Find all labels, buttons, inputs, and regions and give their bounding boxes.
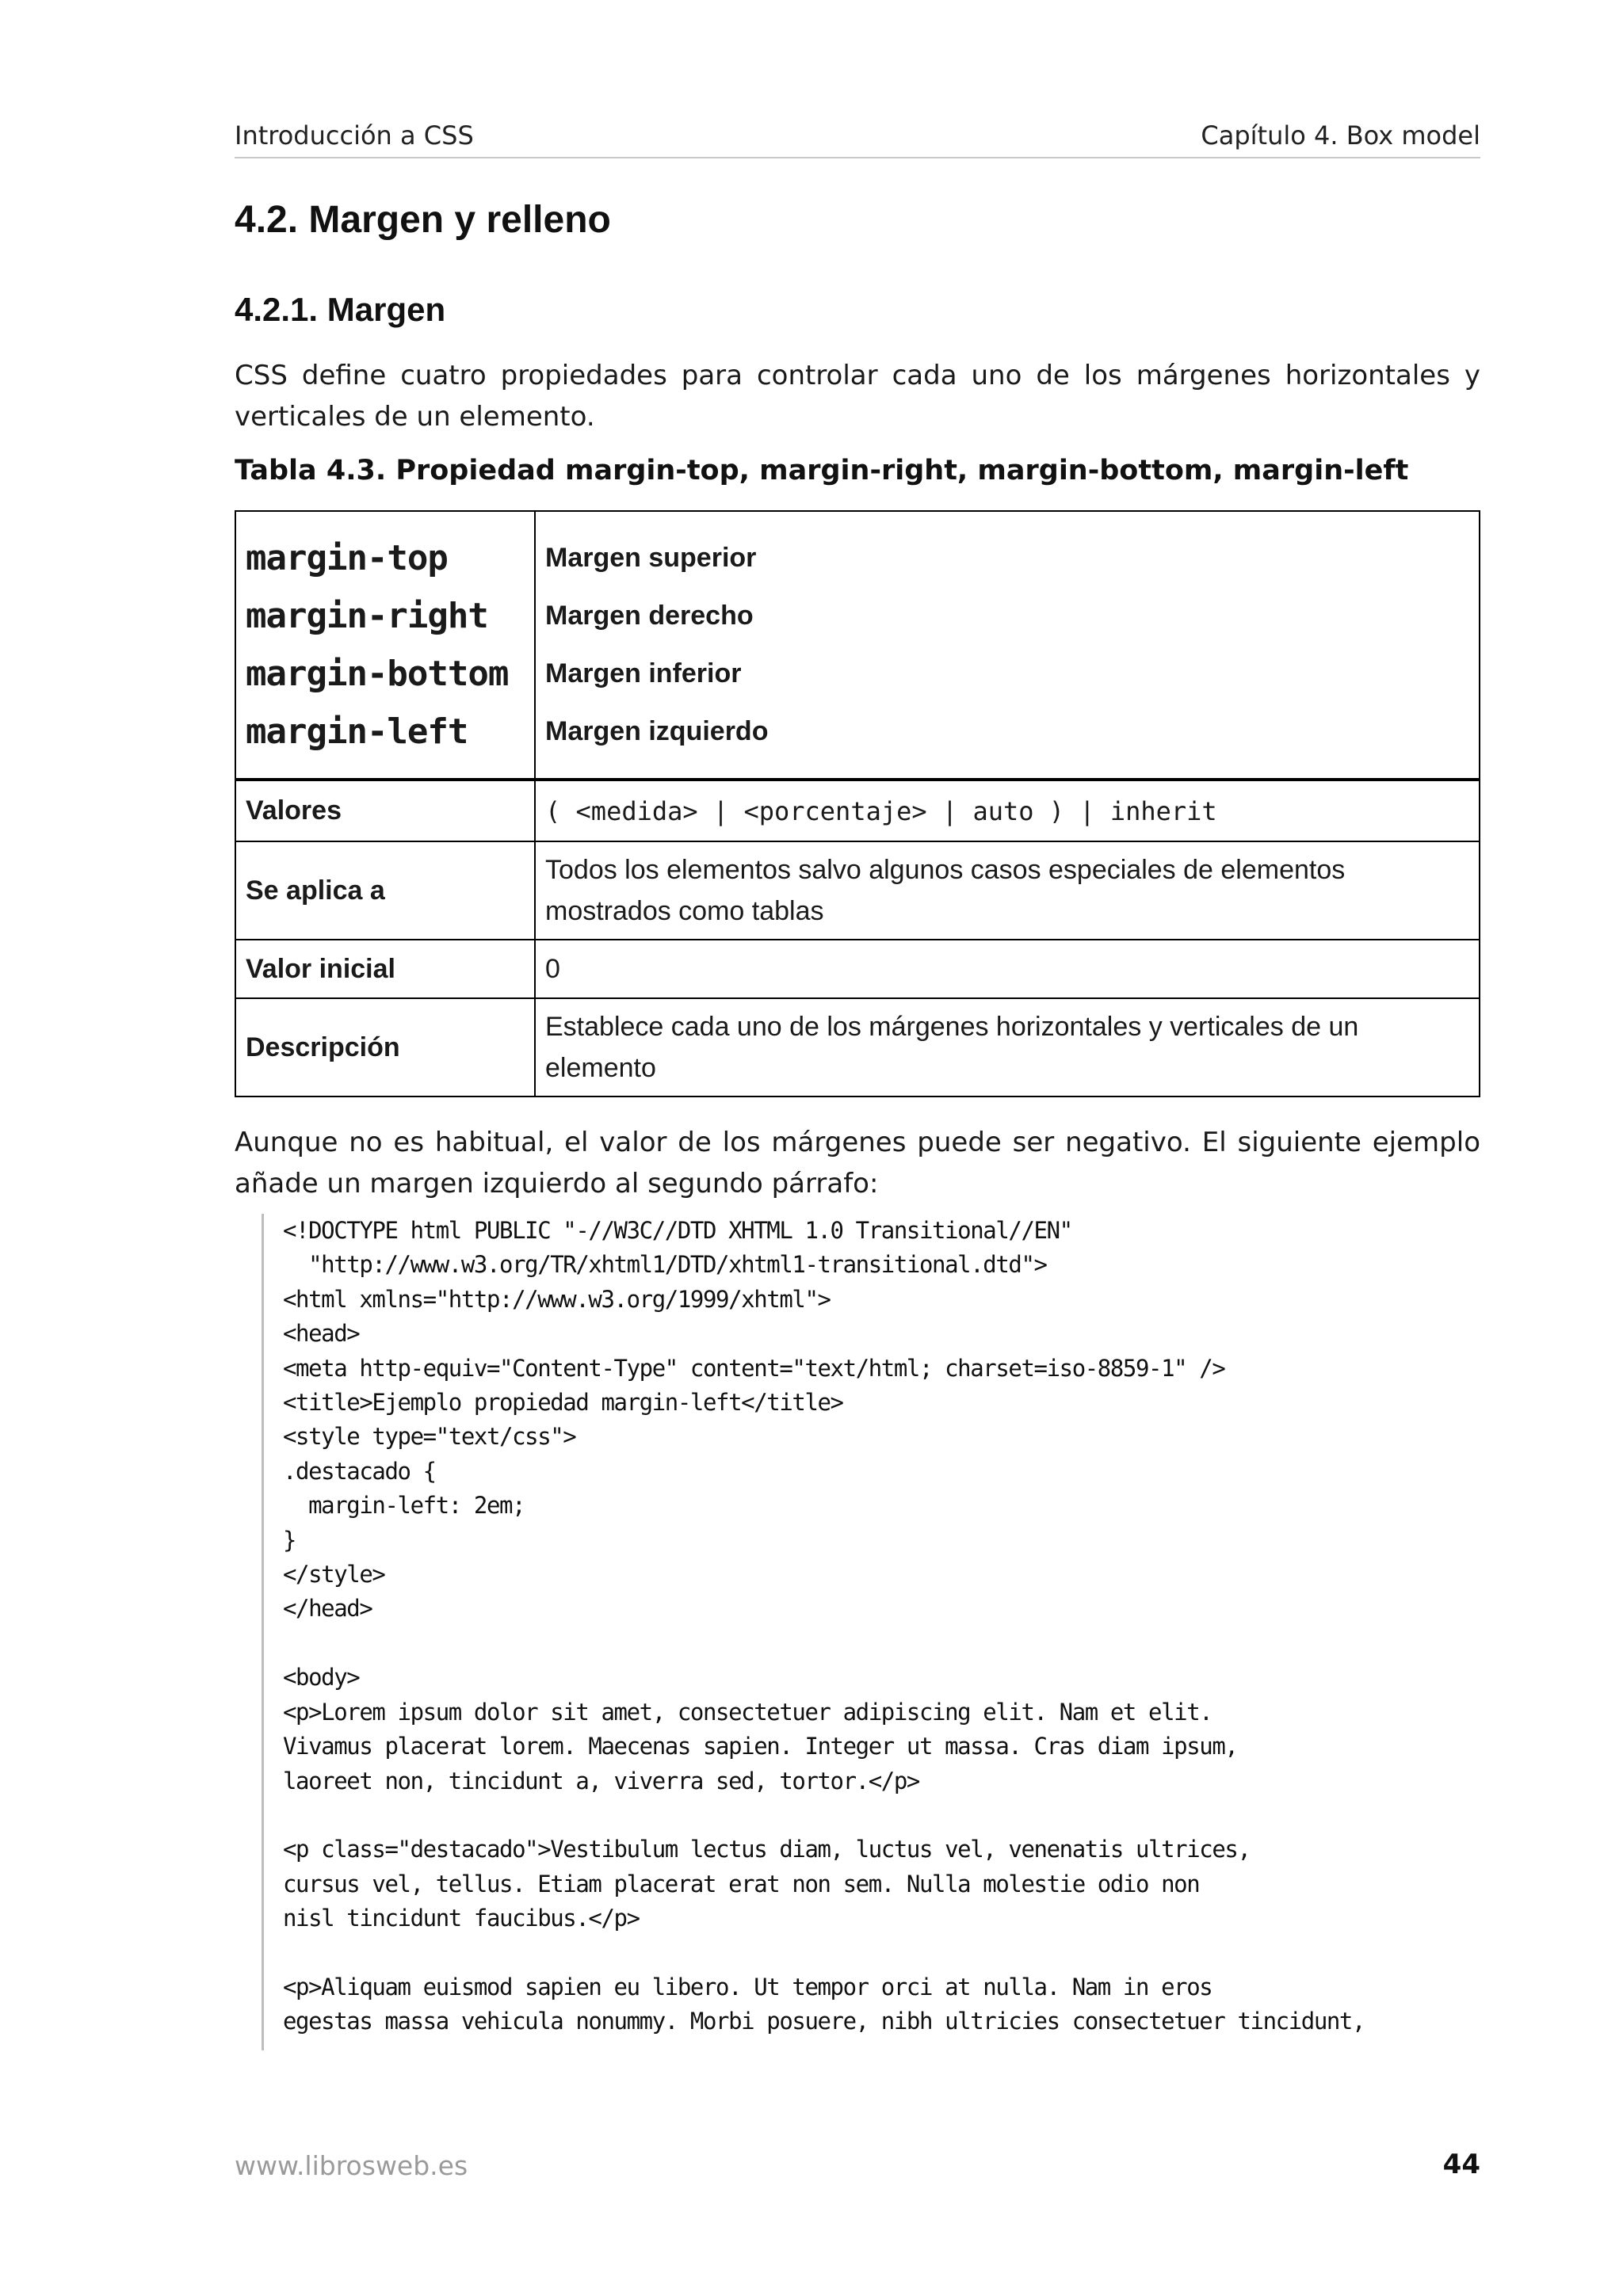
section-heading: 4.2. Margen y relleno [235, 199, 611, 241]
code-line: nisl tincidunt faucibus.</p> [283, 1905, 640, 1932]
property-names-cell [235, 511, 535, 780]
table-caption: Tabla 4.3. Propiedad margin-top, margin-right, margin-bottom, margin-left [235, 455, 1409, 486]
code-line: </style> [283, 1561, 385, 1589]
table-row [235, 940, 1480, 998]
chapter-title: Capítulo 4. Box model [1201, 120, 1480, 151]
code-line: <p>Lorem ipsum dolor sit amet, consectetuer adipiscing elit. Nam et elit. [283, 1698, 1212, 1726]
code-line: <html xmlns="http://www.w3.org/1999/xhtml"> [283, 1285, 831, 1313]
code-line: <style type="text/css"> [283, 1423, 576, 1451]
property-table [235, 510, 1480, 1097]
property-description: Margen superior [545, 543, 757, 573]
code-line: <body> [283, 1664, 360, 1691]
code-line: .destacado { [283, 1457, 436, 1485]
property-description: Margen izquierdo [545, 716, 769, 746]
table-row [235, 998, 1480, 1097]
code-line: margin-left: 2em; [283, 1492, 525, 1520]
property-name: margin-bottom [246, 654, 509, 694]
code-line: laoreet non, tincidunt a, viverra sed, tortor.</p> [283, 1767, 919, 1794]
row-value: Establece cada uno de los márgenes horizontales y verticales de un elemento [535, 998, 1480, 1097]
running-header [235, 117, 1480, 158]
property-name: margin-right [246, 596, 488, 636]
code-line: <head> [283, 1320, 360, 1348]
property-descriptions-cell [535, 511, 1480, 780]
row-label: Valor inicial [235, 940, 535, 998]
property-name: margin-left [246, 711, 468, 752]
footer-website: www.librosweb.es [235, 2150, 468, 2181]
body-paragraph: Aunque no es habitual, el valor de los márgenes puede ser negativo. El siguiente ejemplo añade un margen izquierdo al segundo párrafo: [235, 1127, 1480, 1199]
property-name: margin-top [246, 538, 448, 578]
property-description: Margen derecho [545, 601, 754, 631]
code-line: </head> [283, 1595, 372, 1623]
row-label: Valores [235, 780, 535, 841]
code-line: "http://www.w3.org/TR/xhtml1/DTD/xhtml1-transitional.dtd"> [283, 1251, 1047, 1279]
code-line: <title>Ejemplo propiedad margin-left</title> [283, 1389, 843, 1417]
row-label: Se aplica a [235, 841, 535, 940]
code-block [283, 1214, 1480, 2039]
code-line: <!DOCTYPE html PUBLIC "-//W3C//DTD XHTML 1.0 Transitional//EN" [283, 1217, 1072, 1244]
code-line: <p class="destacado">Vestibulum lectus diam, luctus vel, venenatis ultrices, [283, 1836, 1251, 1863]
row-value: Todos los elementos salvo algunos casos especiales de elementos mostrados como tablas [535, 841, 1480, 940]
row-value: 0 [535, 940, 1480, 998]
code-line: Vivamus placerat lorem. Maecenas sapien. Integer ut massa. Cras diam ipsum, [283, 1733, 1238, 1760]
row-label: Descripción [235, 998, 535, 1097]
code-line: } [283, 1526, 296, 1554]
page-number: 44 [1442, 2149, 1480, 2180]
code-listing [262, 1214, 1480, 2050]
property-description: Margen inferior [545, 658, 742, 688]
subsection-heading: 4.2.1. Margen [235, 291, 446, 328]
intro-paragraph: CSS define cuatro propiedades para controlar cada uno de los márgenes horizontales y verticales de un elemento. [235, 360, 1480, 433]
book-title: Introducción a CSS [235, 120, 474, 151]
code-line: cursus vel, tellus. Etiam placerat erat non sem. Nulla molestie odio non [283, 1870, 1200, 1897]
table-row [235, 780, 1480, 841]
table-row [235, 841, 1480, 940]
row-value: ( <medida> | <porcentaje> | auto ) | inherit [535, 780, 1480, 841]
code-line: <p>Aliquam euismod sapien eu libero. Ut tempor orci at nulla. Nam in eros [283, 1973, 1212, 2000]
code-line: egestas massa vehicula nonummy. Morbi posuere, nibh ultricies consectetuer tincidunt, [283, 2008, 1365, 2035]
property-names-row [235, 511, 1480, 780]
code-line: <meta http-equiv="Content-Type" content="text/html; charset=iso-8859-1" /> [283, 1354, 1225, 1382]
